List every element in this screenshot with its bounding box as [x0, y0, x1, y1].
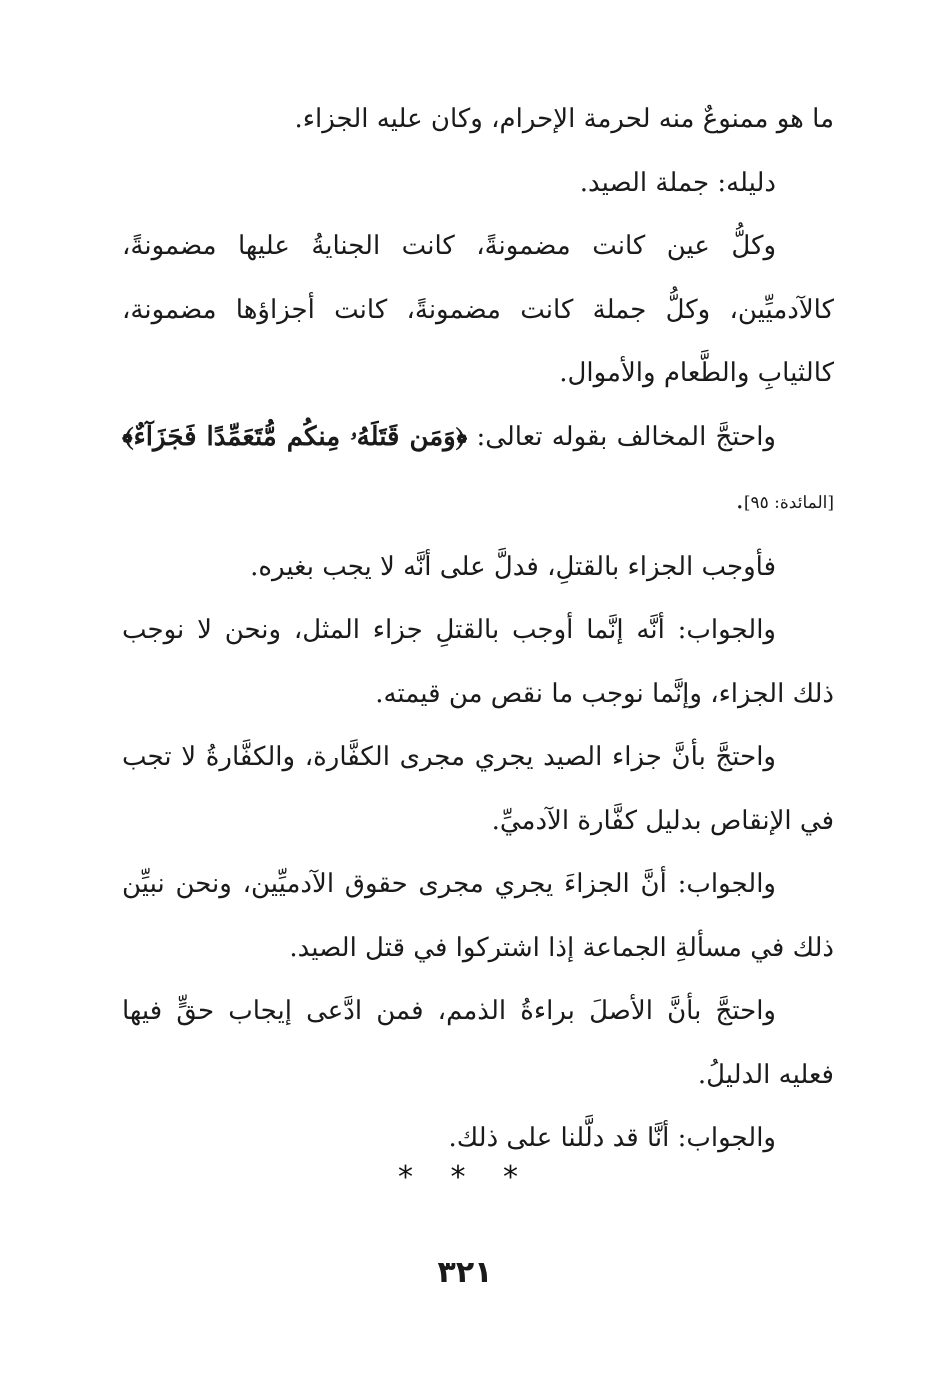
- paragraph: ما هو ممنوعٌ منه لحرمة الإحرام، وكان عليه الجزاء.: [294, 104, 834, 134]
- paragraph-tail: .: [735, 485, 744, 515]
- paragraph: وكلُّ عين كانت مضمونةً، كانت الجنايةُ عليها مضمونةً، كالآدميِّين، وكلُّ جملة كانت مضمونةً، كانت أجزاؤها مضمونة، كالثيابِ والطَّعام والأموال.: [122, 231, 834, 388]
- paragraph-quran-citation: [122, 406, 834, 536]
- paragraph-lead: واحتجَّ المخالف بقوله تعالى:: [467, 421, 776, 452]
- paragraph: والجواب: أنَّ الجزاءَ يجري مجرى حقوق الآدميِّين، ونحن نبيِّن ذلك في مسألةِ الجماعة إذا اشتركوا في قتل الصيد.: [122, 869, 834, 963]
- paragraph: والجواب: أنَّا قد دلَّلنا على ذلك.: [448, 1123, 776, 1153]
- paragraph: فأوجب الجزاء بالقتلِ، فدلَّ على أنَّه لا يجب بغيره.: [250, 551, 776, 582]
- paragraph: واحتجَّ بأنَّ جزاء الصيد يجري مجرى الكفَّارة، والكفَّارةُ لا تجب في الإنقاص بدليل كفَّارة الآدميِّ.: [122, 742, 834, 836]
- quran-verse: ﴿وَمَن قَتَلَهُۥ مِنكُم مُّتَعَمِّدًا فَجَزَآءٌ﴾: [122, 421, 468, 452]
- paragraph: والجواب: أنَّه إنَّما أوجب بالقتلِ جزاء المثل، ونحن لا نوجب ذلك الجزاء، وإنَّما نوجب ما نقص من قيمته.: [122, 615, 834, 709]
- body-text: [122, 88, 834, 1171]
- page-number: ٣٢١: [437, 1255, 493, 1290]
- paragraph: دليله: جملة الصيد.: [579, 167, 776, 198]
- paragraph: واحتجَّ بأنَّ الأصلَ براءةُ الذمم، فمن ادَّعى إيجاب حقٍّ فيها فعليه الدليلُ.: [122, 996, 834, 1090]
- section-separator: * * *: [397, 1160, 533, 1195]
- verse-citation: [المائدة: ٩٥]: [743, 493, 834, 513]
